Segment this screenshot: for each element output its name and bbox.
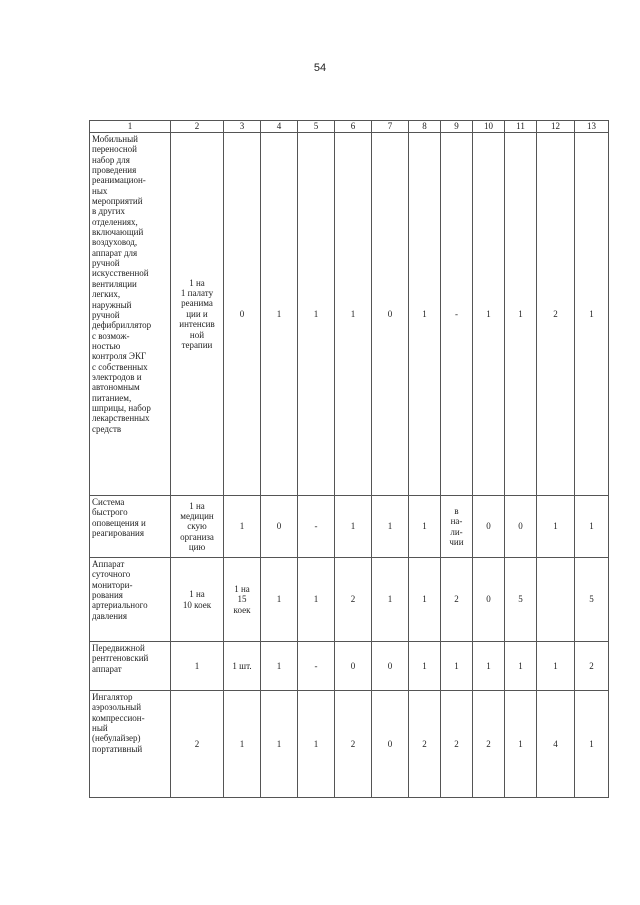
table-row: [90, 558, 609, 642]
table-cell: 1: [261, 642, 298, 691]
table-cell: 0: [473, 558, 505, 642]
table-row: [90, 133, 609, 496]
table-cell: -: [441, 133, 473, 496]
table-cell: 2: [473, 691, 505, 798]
table-cell: 2: [335, 558, 372, 642]
table-cell: 1: [298, 133, 335, 496]
table-cell: 1: [335, 133, 372, 496]
table-cell: 2: [441, 691, 473, 798]
table-cell: 1: [441, 642, 473, 691]
header-cell: 11: [505, 121, 537, 133]
header-cell: 5: [298, 121, 335, 133]
table-cell: 1: [575, 691, 609, 798]
table-cell: 0: [372, 691, 409, 798]
table-cell: 1: [575, 496, 609, 558]
table-cell: 1 на 15 коек: [224, 558, 261, 642]
table-row: [90, 642, 609, 691]
header-row: [90, 121, 609, 133]
table-cell: 1: [409, 133, 441, 496]
table-cell: 5: [505, 558, 537, 642]
table-cell: 0: [372, 133, 409, 496]
table-cell: 1: [372, 558, 409, 642]
table-cell: 4: [537, 691, 575, 798]
table-cell: 0: [261, 496, 298, 558]
header-cell: 9: [441, 121, 473, 133]
table-cell: 1: [409, 558, 441, 642]
table-cell: 1: [537, 496, 575, 558]
equipment-name-cell: Система быстрого оповещения и реагирования: [90, 496, 171, 558]
equipment-name-cell: Ингалятор аэрозольный компрессион- ный (небулайзер) портативный: [90, 691, 171, 798]
table-cell: -: [298, 496, 335, 558]
page-number: 54: [313, 62, 327, 74]
table-cell: 1: [473, 642, 505, 691]
equipment-name-cell: Мобильный переносной набор для проведения реанимацион- ных мероприятий в других отделениях, включающий воздуховод, аппарат для ручной искусственной вентиляции легких, наружный ручной дефибриллятор с возмож- ностью контроля ЭКГ с собственных электродов и автономным питанием, шприцы, набор лекарственных средств: [90, 133, 171, 496]
header-cell: 4: [261, 121, 298, 133]
table-cell: 1: [298, 558, 335, 642]
table-cell: 1: [537, 642, 575, 691]
table-cell: 1: [298, 691, 335, 798]
equipment-name-cell: Аппарат суточного монитори- рования артериального давления: [90, 558, 171, 642]
table-cell: 1: [261, 558, 298, 642]
table-cell: 2: [537, 133, 575, 496]
header-cell: 13: [575, 121, 609, 133]
table-cell: 1: [261, 133, 298, 496]
table-cell: 1: [505, 691, 537, 798]
table-cell: 0: [372, 642, 409, 691]
equipment-name-cell: Передвижной рентгеновский аппарат: [90, 642, 171, 691]
table-cell: 1: [171, 642, 224, 691]
table-cell: 1: [473, 133, 505, 496]
table-cell: 2: [171, 691, 224, 798]
table-cell: 1: [261, 691, 298, 798]
table-cell: 0: [505, 496, 537, 558]
table-cell: 1 на 10 коек: [171, 558, 224, 642]
table-cell: 1 шт.: [224, 642, 261, 691]
table-cell: 0: [473, 496, 505, 558]
header-cell: 3: [224, 121, 261, 133]
table-cell: 1: [335, 496, 372, 558]
table-cell: -: [298, 642, 335, 691]
table-cell: 1: [224, 691, 261, 798]
equipment-table: [89, 120, 609, 798]
header-cell: 10: [473, 121, 505, 133]
table-cell: в на- ли- чии: [441, 496, 473, 558]
table-cell: 2: [409, 691, 441, 798]
table-cell: 1: [505, 642, 537, 691]
table-cell: 0: [224, 133, 261, 496]
table-cell: 1: [575, 133, 609, 496]
header-cell: 7: [372, 121, 409, 133]
table-row: [90, 496, 609, 558]
table-cell: 1: [372, 496, 409, 558]
table-cell: 0: [335, 642, 372, 691]
table-cell: 1 на медицин скую организа цию: [171, 496, 224, 558]
table-cell: 1: [409, 496, 441, 558]
table-cell: 1 на 1 палату реанима ции и интенсив ной терапии: [171, 133, 224, 496]
table-cell: 2: [575, 642, 609, 691]
header-cell: 6: [335, 121, 372, 133]
header-cell: 12: [537, 121, 575, 133]
table-cell: 1: [505, 133, 537, 496]
header-cell: 2: [171, 121, 224, 133]
table-cell: 2: [335, 691, 372, 798]
table-cell: [537, 558, 575, 642]
header-cell: 1: [90, 121, 171, 133]
header-cell: 8: [409, 121, 441, 133]
table-cell: 1: [409, 642, 441, 691]
table-row: [90, 691, 609, 798]
table-cell: 2: [441, 558, 473, 642]
table-cell: 1: [224, 496, 261, 558]
table-cell: 5: [575, 558, 609, 642]
